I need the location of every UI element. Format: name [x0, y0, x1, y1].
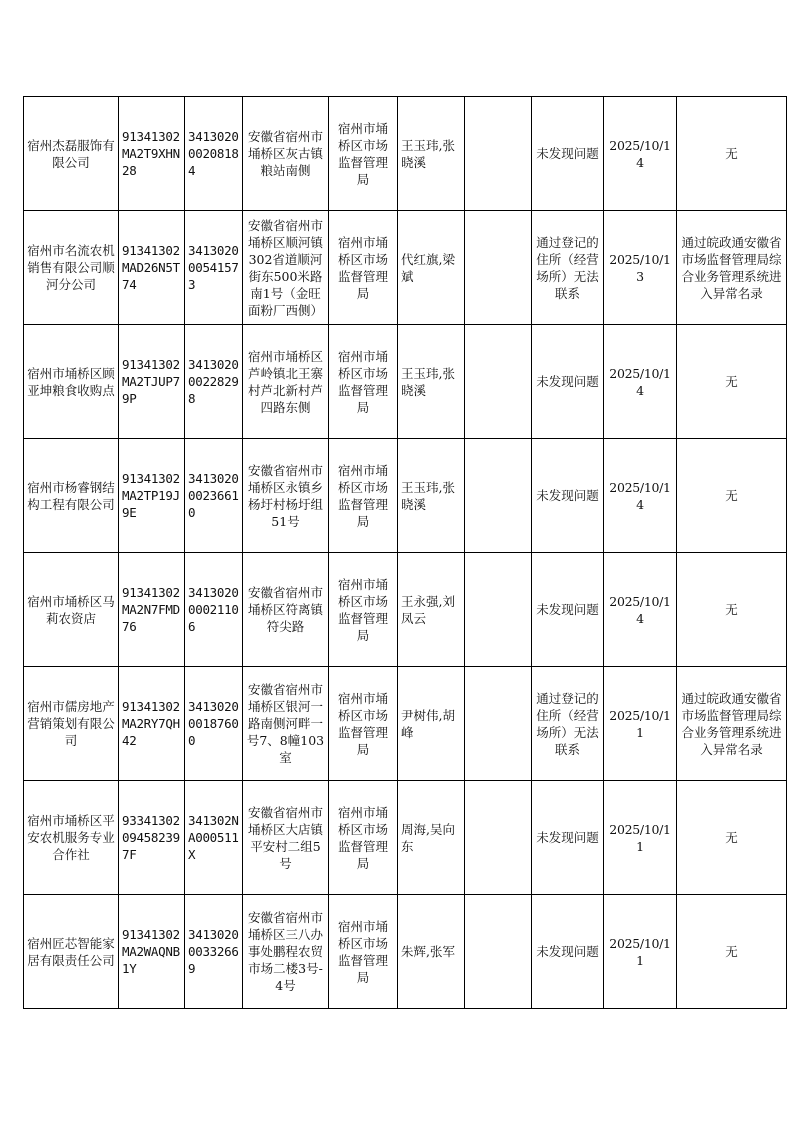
company-name: 宿州市埇桥区顾亚坤粮食收购点	[24, 325, 119, 439]
inspection-table	[23, 96, 787, 1009]
address: 安徽省宿州市埇桥区顺河镇302省道顺河街东500米路南1号（金旺面粉厂西侧）	[243, 211, 329, 325]
registration-number: 341302000236610	[185, 439, 243, 553]
table-row	[24, 553, 787, 667]
inspection-date: 2025/10/11	[604, 895, 677, 1009]
table-row	[24, 667, 787, 781]
company-name: 宿州市埇桥区平安农机服务专业合作社	[24, 781, 119, 895]
credit-code: 91341302MAD26N5T74	[119, 211, 185, 325]
address: 安徽省宿州市埇桥区大店镇平安村二组5号	[243, 781, 329, 895]
handling-action: 通过皖政通安徽省市场监督管理局综合业务管理系统进入异常名录	[677, 211, 787, 325]
inspectors: 王玉玮,张晓溪	[398, 439, 465, 553]
authority: 宿州市埇桥区市场监督管理局	[329, 211, 398, 325]
inspection-result: 未发现问题	[532, 97, 604, 211]
inspectors: 王玉玮,张晓溪	[398, 97, 465, 211]
inspection-result: 未发现问题	[532, 439, 604, 553]
inspection-result: 未发现问题	[532, 781, 604, 895]
table-row	[24, 97, 787, 211]
registration-number: 341302000541573	[185, 211, 243, 325]
credit-code: 91341302MA2WAQNB1Y	[119, 895, 185, 1009]
credit-code: 93341302094582397F	[119, 781, 185, 895]
handling-action: 通过皖政通安徽省市场监督管理局综合业务管理系统进入异常名录	[677, 667, 787, 781]
registration-number: 341302000332669	[185, 895, 243, 1009]
authority: 宿州市埇桥区市场监督管理局	[329, 97, 398, 211]
blank-cell	[465, 667, 532, 781]
authority: 宿州市埇桥区市场监督管理局	[329, 667, 398, 781]
company-name: 宿州匠芯智能家居有限责任公司	[24, 895, 119, 1009]
credit-code: 91341302MA2RY7QH42	[119, 667, 185, 781]
company-name: 宿州市杨睿钢结构工程有限公司	[24, 439, 119, 553]
registration-number: 341302NA000511X	[185, 781, 243, 895]
blank-cell	[465, 325, 532, 439]
credit-code: 91341302MA2TP19J9E	[119, 439, 185, 553]
registration-number: 341302000228298	[185, 325, 243, 439]
inspection-result: 通过登记的住所（经营场所）无法联系	[532, 667, 604, 781]
handling-action: 无	[677, 97, 787, 211]
inspection-date: 2025/10/14	[604, 553, 677, 667]
authority: 宿州市埇桥区市场监督管理局	[329, 325, 398, 439]
inspectors: 王永强,刘凤云	[398, 553, 465, 667]
address: 安徽省宿州市埇桥区灰古镇粮站南侧	[243, 97, 329, 211]
blank-cell	[465, 97, 532, 211]
company-name: 宿州杰磊服饰有限公司	[24, 97, 119, 211]
inspectors: 周海,吴向东	[398, 781, 465, 895]
table-row	[24, 895, 787, 1009]
inspection-result: 未发现问题	[532, 895, 604, 1009]
inspection-date: 2025/10/11	[604, 667, 677, 781]
company-name: 宿州市名流农机销售有限公司顺河分公司	[24, 211, 119, 325]
table-row	[24, 325, 787, 439]
address: 安徽省宿州市埇桥区三八办事处鹏程农贸市场二楼3号-4号	[243, 895, 329, 1009]
address: 安徽省宿州市埇桥区符离镇符尖路	[243, 553, 329, 667]
credit-code: 91341302MA2N7FMD76	[119, 553, 185, 667]
blank-cell	[465, 439, 532, 553]
inspection-date: 2025/10/14	[604, 97, 677, 211]
handling-action: 无	[677, 325, 787, 439]
credit-code: 91341302MA2TJUP79P	[119, 325, 185, 439]
table-row	[24, 781, 787, 895]
blank-cell	[465, 781, 532, 895]
address: 安徽省宿州市埇桥区永镇乡杨圩村杨圩组51号	[243, 439, 329, 553]
inspectors: 王玉玮,张晓溪	[398, 325, 465, 439]
handling-action: 无	[677, 439, 787, 553]
inspectors: 尹树伟,胡峰	[398, 667, 465, 781]
inspectors: 代红旗,梁斌	[398, 211, 465, 325]
blank-cell	[465, 895, 532, 1009]
handling-action: 无	[677, 553, 787, 667]
inspection-date: 2025/10/14	[604, 325, 677, 439]
address: 宿州市埇桥区芦岭镇北王寨村芦北新村芦四路东侧	[243, 325, 329, 439]
registration-number: 341302000187600	[185, 667, 243, 781]
handling-action: 无	[677, 895, 787, 1009]
authority: 宿州市埇桥区市场监督管理局	[329, 553, 398, 667]
inspection-date: 2025/10/11	[604, 781, 677, 895]
blank-cell	[465, 211, 532, 325]
address: 安徽省宿州市埇桥区银河一路南侧河畔一号7、8幢103室	[243, 667, 329, 781]
registration-number: 341302000021106	[185, 553, 243, 667]
table-row	[24, 439, 787, 553]
authority: 宿州市埇桥区市场监督管理局	[329, 439, 398, 553]
registration-number: 341302000208184	[185, 97, 243, 211]
inspection-result: 未发现问题	[532, 325, 604, 439]
inspection-date: 2025/10/13	[604, 211, 677, 325]
inspection-result: 未发现问题	[532, 553, 604, 667]
credit-code: 91341302MA2T9XHN28	[119, 97, 185, 211]
inspection-date: 2025/10/14	[604, 439, 677, 553]
company-name: 宿州市埇桥区马莉农资店	[24, 553, 119, 667]
authority: 宿州市埇桥区市场监督管理局	[329, 781, 398, 895]
inspection-result: 通过登记的住所（经营场所）无法联系	[532, 211, 604, 325]
table-row	[24, 211, 787, 325]
authority: 宿州市埇桥区市场监督管理局	[329, 895, 398, 1009]
inspectors: 朱辉,张军	[398, 895, 465, 1009]
handling-action: 无	[677, 781, 787, 895]
company-name: 宿州市儒房地产营销策划有限公司	[24, 667, 119, 781]
blank-cell	[465, 553, 532, 667]
